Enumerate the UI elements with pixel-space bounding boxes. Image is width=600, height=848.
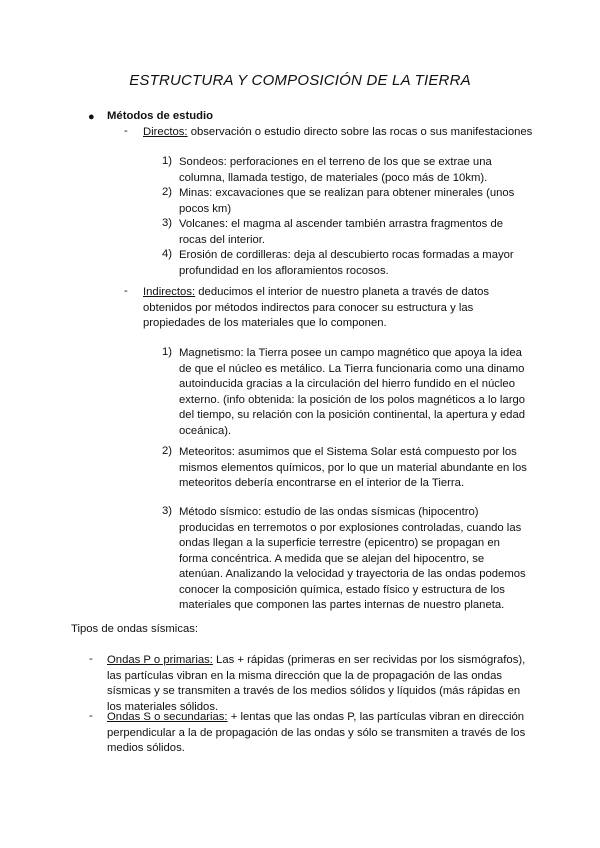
item-text: el magma al ascender también arrastra fragmentos de rocas del interior. xyxy=(179,218,504,246)
dash-icon: - xyxy=(89,653,93,665)
bullet-icon: ● xyxy=(88,111,95,123)
indirectos-text: deducimos el interior de nuestro planeta a través de datos obtenidos por métodos indirectos para conocer su estructura y las propiedades de los materiales que lo componen. xyxy=(143,286,490,329)
item-text: estudio de las ondas sísmicas (hipocentro) producidas en terremotos o por explosiones controladas, cuando las ondas llegan a la superficie terrestre (epicentro) se propagan en forma concéntrica. A medida que se alejan del hipocentro, se atenúan. Analizando la velocidad y trayectoria de las ondas podemos conocer la composición química, estado físico y estructura de los materiales que componen las partes internas de nuestro planeta. xyxy=(179,506,526,611)
ondas-s-text: + lentas que las ondas P, las partículas vibran en dirección perpendicular a la de propagación de las ondas y sólo se transmiten a través de los medios sólidos. xyxy=(107,711,526,754)
dash-icon: - xyxy=(124,285,128,297)
list-number: 1) xyxy=(161,155,172,167)
list-number: 2) xyxy=(161,445,172,457)
indirectos-item-magnetismo xyxy=(179,346,527,439)
indirectos-label: Indirectos: xyxy=(143,286,196,298)
item-text: excavaciones que se realizan para obtener minerales (unos pocos km) xyxy=(179,187,515,215)
item-label: Minas: xyxy=(179,187,213,199)
ondas-s-paragraph xyxy=(107,710,527,757)
item-text: la Tierra posee un campo magnético que apoya la idea de que el núcleo es metálico. La Tierra funcionaria como una dinamo autoinducida gracias a la circulación del hierro fundido en el núcleo externo. (info obtenida: la posición de los polos magnéticos a lo largo del tiempo, su relación con la posición continental, la apertura y edad oceánica). xyxy=(179,347,526,437)
item-label: Sondeos: xyxy=(179,156,227,168)
metodos-heading: Métodos de estudio xyxy=(107,110,214,122)
directos-paragraph xyxy=(143,125,563,141)
indirectos-item-meteoritos xyxy=(179,445,527,492)
dash-icon: - xyxy=(124,125,128,137)
indirectos-item-metodo-sismico xyxy=(179,505,529,614)
directos-text: observación o estudio directo sobre las rocas o sus manifestaciones xyxy=(187,126,533,138)
ondas-p-text: Las + rápidas (primeras en ser recividas por los sismógrafos), las partículas vibran en la misma dirección que la de propagación de las ondas sísmicas y se transmiten a través de los medios sólidos y líquidos (más rápidas en los materiales sólidos. xyxy=(107,654,526,713)
list-number: 2) xyxy=(161,186,172,198)
ondas-s-label: Ondas S o secundarias: xyxy=(107,711,228,723)
item-label: Volcanes: xyxy=(179,218,228,230)
ondas-p-paragraph xyxy=(107,653,527,715)
item-label: Método sísmico: xyxy=(179,506,262,518)
item-text: deja al descubierto rocas formadas a mayor profundidad en los afloramientos rocosos. xyxy=(179,249,514,277)
ondas-p-label: Ondas P o primarias: xyxy=(107,654,213,666)
directos-item-sondeos xyxy=(179,155,509,186)
dash-icon: - xyxy=(89,710,93,722)
item-label: Magnetismo: xyxy=(179,347,244,359)
item-text: perforaciones en el terreno de los que se extrae una columna, llamada testigo, de materiales (poco más de 10km). xyxy=(179,156,492,184)
list-number: 3) xyxy=(161,217,172,229)
tipos-heading: Tipos de ondas sísmicas: xyxy=(71,623,199,635)
indirectos-paragraph xyxy=(143,285,515,332)
directos-item-volcanes xyxy=(179,217,509,248)
document-title: ESTRUCTURA Y COMPOSICIÓN DE LA TIERRA xyxy=(129,72,471,89)
item-label: Meteoritos: xyxy=(179,446,235,458)
list-number: 1) xyxy=(161,346,172,358)
directos-item-erosion xyxy=(179,248,527,279)
directos-item-minas xyxy=(179,186,524,217)
list-number: 4) xyxy=(161,248,172,260)
item-text: asumimos que el Sistema Solar está compuesto por los mismos elementos químicos, por lo que un material abundante en los meteoritos debería encontrarse en el interior de la Tierra. xyxy=(179,446,527,489)
directos-label: Directos: xyxy=(143,126,188,138)
item-label: Erosión de cordilleras: xyxy=(179,249,291,261)
list-number: 3) xyxy=(161,505,172,517)
